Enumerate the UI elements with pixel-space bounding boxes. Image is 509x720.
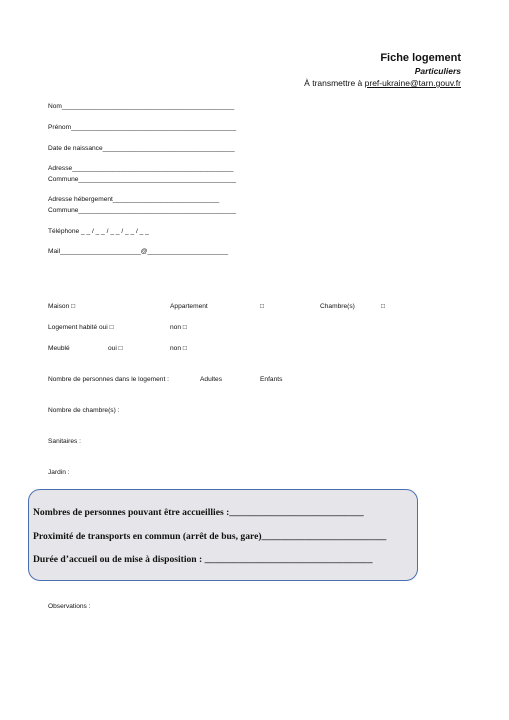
transmit-line: [304, 78, 461, 88]
field-date-naissance[interactable]: Date de naissance____________________________________: [48, 145, 235, 152]
field-jardin[interactable]: Jardin :: [48, 469, 70, 476]
field-nombre-accueillis[interactable]: Nombres de personnes pouvant être accueillies :____________________________: [33, 507, 364, 518]
label-chambres: Chambre(s): [320, 303, 355, 310]
field-telephone[interactable]: Téléphone _ _ / _ _ / _ _ / _ _ / _ _: [48, 228, 149, 235]
field-enfants[interactable]: Enfants: [260, 376, 283, 383]
field-observations[interactable]: Observations :: [48, 603, 91, 610]
checkbox-appartement[interactable]: □: [260, 303, 264, 310]
label-appartement: Appartement: [170, 303, 208, 310]
checkbox-meuble-non[interactable]: non □: [170, 345, 187, 352]
label-meuble: Meublé: [48, 345, 70, 352]
field-commune[interactable]: Commune___________________________________________: [48, 176, 237, 183]
field-duree-accueil[interactable]: Durée d’accueil ou de mise à disposition : ___________________________________: [33, 554, 373, 565]
checkbox-maison[interactable]: Maison □: [48, 303, 76, 310]
checkbox-meuble-oui[interactable]: oui □: [108, 345, 123, 352]
field-prenom[interactable]: Prénom_____________________________________________: [48, 124, 237, 131]
field-adresse[interactable]: Adresse____________________________________________: [48, 165, 234, 172]
page-title: Fiche logement: [380, 52, 461, 64]
field-mail[interactable]: Mail______________________@______________________: [48, 248, 229, 255]
field-nom[interactable]: Nom_______________________________________________: [48, 103, 235, 110]
accueil-box: [28, 489, 418, 581]
checkbox-habite-oui[interactable]: Logement habité oui □: [48, 324, 114, 331]
field-sanitaires[interactable]: Sanitaires :: [48, 438, 81, 445]
label-nombre-personnes: Nombre de personnes dans le logement :: [48, 376, 169, 383]
transmit-prefix: À transmettre à: [304, 78, 365, 88]
email-link[interactable]: pref-ukraine@tarn.gouv.fr: [364, 78, 461, 88]
checkbox-habite-non[interactable]: non □: [170, 324, 187, 331]
field-adultes[interactable]: Adultes: [200, 376, 222, 383]
field-adresse-hebergement[interactable]: Adresse hébergement_____________________________: [48, 196, 220, 203]
field-commune-hebergement[interactable]: Commune___________________________________________: [48, 207, 237, 214]
checkbox-chambres[interactable]: □: [381, 303, 385, 310]
field-proximite-transports[interactable]: Proximité de transports en commun (arrêt de bus, gare)__________________________: [33, 531, 387, 542]
field-nombre-chambres[interactable]: Nombre de chambre(s) :: [48, 407, 120, 414]
page-subtitle: Particuliers: [414, 66, 461, 76]
